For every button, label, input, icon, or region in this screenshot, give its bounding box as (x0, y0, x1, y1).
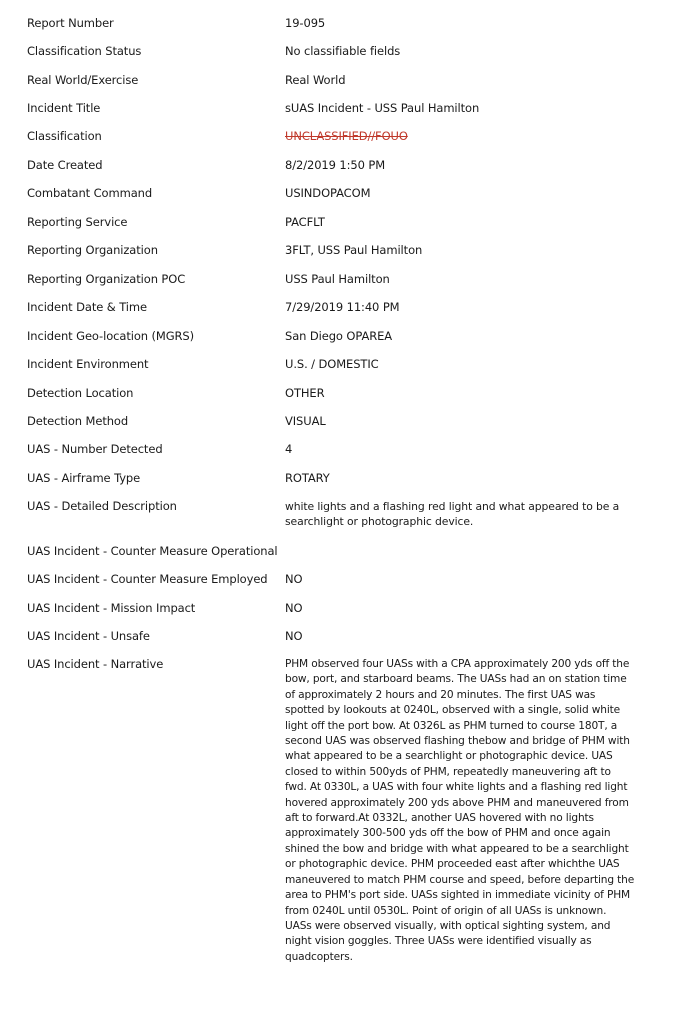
field-label: UAS Incident - Mission Impact (27, 601, 196, 615)
field-value: OTHER (285, 386, 325, 400)
field-value: Real World (285, 73, 346, 87)
field-label: Incident Geo-location (MGRS) (27, 329, 194, 343)
field-label: Reporting Organization POC (27, 272, 186, 286)
field-label: UAS Incident - Narrative (27, 657, 164, 671)
field-label: Incident Date & Time (27, 300, 147, 314)
field-value: white lights and a flashing red light and what appeared to be a searchlight or photographic device. (285, 500, 620, 528)
field-value: 4 (285, 442, 293, 456)
classification-value-struck: UNCLASSIFIED//FOUO (285, 129, 408, 143)
field-label: Detection Location (27, 386, 134, 400)
field-label: Incident Environment (27, 357, 149, 371)
field-label: Real World/Exercise (27, 73, 139, 87)
field-value: ROTARY (285, 471, 330, 485)
field-value: USS Paul Hamilton (285, 272, 390, 286)
field-value: No classifiable fields (285, 44, 401, 58)
field-label: Reporting Service (27, 215, 128, 229)
field-label: Classification Status (27, 44, 142, 58)
field-value: 7/29/2019 11:40 PM (285, 300, 400, 314)
field-value: NO (285, 629, 303, 643)
field-value: U.S. / DOMESTIC (285, 357, 379, 371)
field-label: Report Number (27, 16, 114, 30)
field-label: Incident Title (27, 101, 101, 115)
field-label: UAS - Number Detected (27, 442, 163, 456)
field-label: Reporting Organization (27, 243, 158, 257)
field-value: USINDOPACOM (285, 186, 371, 200)
field-label: Combatant Command (27, 186, 153, 200)
field-label: UAS Incident - Counter Measure Employed (27, 572, 268, 586)
field-value: 8/2/2019 1:50 PM (285, 158, 386, 172)
field-label: UAS - Airframe Type (27, 471, 141, 485)
field-label: Date Created (27, 158, 103, 172)
field-value: PACFLT (285, 215, 325, 229)
narrative-text: PHM observed four UASs with a CPA approximately 200 yds off the bow, port, and starboard beams. The UASs had an on station time of approximately 2 hours and 20 minutes. The first UAS was spotted by lookouts at 0240L, observed with a single, solid white light off the port bow. At 0326L as PHM turned to course 180T, a second UAS was observed flashing thebow and bridge of PHM with what appeared to be a searchlight or photographic device. UAS closed to within 500yds of PHM, repeatedly maneuvering aft to fwd. At 0330L, a UAS with four white lights and a flashing red light hovered approximately 200 yds above PHM and maneuvered from aft to forward.At 0332L, another UAS hovered with no lights approximately 300-500 yds off the bow of PHM and once again shined the bow and bridge with what appeared to be a searchlight or photographic device. PHM proceeded east after whichthe UAS maneuvered to match PHM course and speed, before departing the area to PHM's port side. UASs sighted in immediate vicinity of PHM from 0240L until 0530L. Point of origin of all UASs is unknown. UASs were observed visually, with optical sighting system, and night vision goggles. Three UASs were identified visually as quadcopters. (285, 658, 635, 963)
field-value: sUAS Incident - USS Paul Hamilton (285, 101, 480, 115)
field-value: VISUAL (285, 414, 326, 428)
field-value: NO (285, 572, 303, 586)
field-value: 19-095 (285, 16, 326, 30)
field-label: Detection Method (27, 414, 129, 428)
field-label: UAS - Detailed Description (27, 499, 177, 513)
field-value: San Diego OPAREA (285, 329, 393, 343)
field-value: NO (285, 601, 303, 615)
field-label: UAS Incident - Counter Measure Operational (27, 544, 278, 558)
field-label: UAS Incident - Unsafe (27, 629, 150, 643)
field-label: Classification (27, 129, 102, 143)
field-value: 3FLT, USS Paul Hamilton (285, 243, 423, 257)
